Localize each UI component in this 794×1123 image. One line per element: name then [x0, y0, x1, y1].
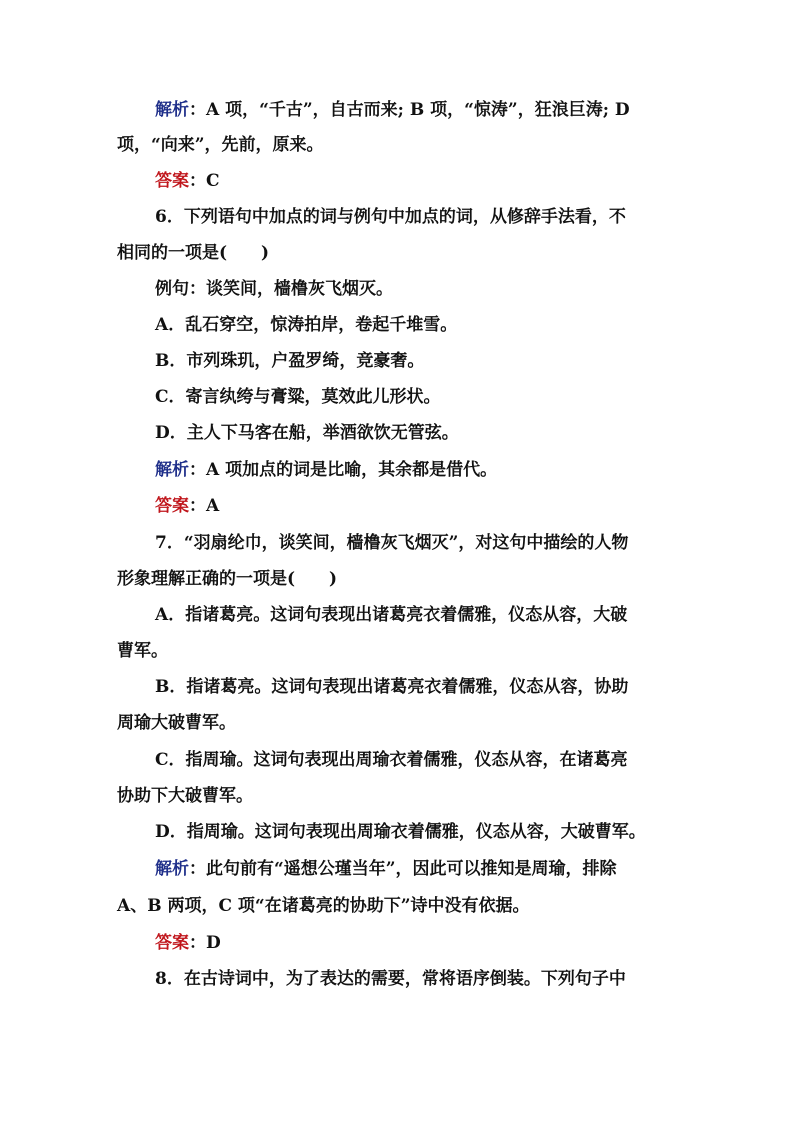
q6-option-a: A．乱石穿空，惊涛拍岸，卷起千堆雪。	[155, 315, 458, 335]
q6-stem-cont: 相同的一项是( )	[117, 243, 270, 263]
q6-stem: 6．下列语句中加点的词与例句中加点的词，从修辞手法看，不	[155, 207, 626, 227]
answer-label: 答案	[155, 171, 189, 191]
q7-stem-cont: 形象理解正确的一项是( )	[117, 569, 338, 589]
q7-option-b-cont: 周瑜大破曹军。	[117, 713, 236, 733]
analysis-text: ：A 项加点的词是比喻，其余都是借代。	[189, 460, 498, 480]
q7-option-a: A．指诸葛亮。这词句表现出诸葛亮衣着儒雅，仪态从容，大破	[155, 605, 628, 625]
q5-analysis-cont: 项，“向来”，先前，原来。	[117, 135, 324, 155]
q7-option-c: C．指周瑜。这词句表现出周瑜衣着儒雅，仪态从容，在诸葛亮	[155, 750, 628, 770]
answer-text: ：C	[189, 171, 220, 191]
q7-stem: 7．“羽扇纶巾，谈笑间，樯橹灰飞烟灭”，对这句中描绘的人物	[155, 533, 629, 553]
q7-option-d: D．指周瑜。这词句表现出周瑜衣着儒雅，仪态从容，大破曹军。	[155, 822, 646, 842]
q6-answer	[155, 495, 219, 517]
q6-example: 例句：谈笑间，樯橹灰飞烟灭。	[155, 279, 393, 299]
analysis-label: 解析	[155, 460, 189, 480]
q7-analysis-cont: A、B 两项，C 项“在诸葛亮的协助下”诗中没有依据。	[117, 896, 530, 916]
answer-text: ：D	[189, 933, 221, 953]
answer-label: 答案	[155, 496, 189, 516]
q6-option-d: D．主人下马客在船，举酒欲饮无管弦。	[155, 423, 459, 443]
analysis-label: 解析	[155, 859, 189, 879]
q6-option-c: C．寄言纨绔与膏粱，莫效此儿形状。	[155, 387, 441, 407]
q8-stem: 8．在古诗词中，为了表达的需要，常将语序倒装。下列句子中	[155, 969, 626, 989]
q7-option-c-cont: 协助下大破曹军。	[117, 786, 253, 806]
q6-option-b: B．市列珠玑，户盈罗绮，竞豪奢。	[155, 351, 425, 371]
q6-analysis	[155, 459, 497, 481]
analysis-label: 解析	[155, 100, 189, 120]
q7-option-b: B．指诸葛亮。这词句表现出诸葛亮衣着儒雅，仪态从容，协助	[155, 677, 629, 697]
q7-answer	[155, 932, 221, 954]
analysis-text: ：此句前有“遥想公瑾当年”，因此可以推知是周瑜，排除	[189, 859, 617, 879]
q7-option-a-cont: 曹军。	[117, 641, 168, 661]
q7-analysis	[155, 858, 617, 880]
answer-label: 答案	[155, 933, 189, 953]
analysis-text: ：A 项，“千古”，自古而来; B 项，“惊涛”，狂浪巨涛; D	[189, 100, 630, 120]
q5-analysis	[155, 99, 630, 121]
answer-text: ：A	[189, 496, 220, 516]
q5-answer	[155, 170, 220, 192]
